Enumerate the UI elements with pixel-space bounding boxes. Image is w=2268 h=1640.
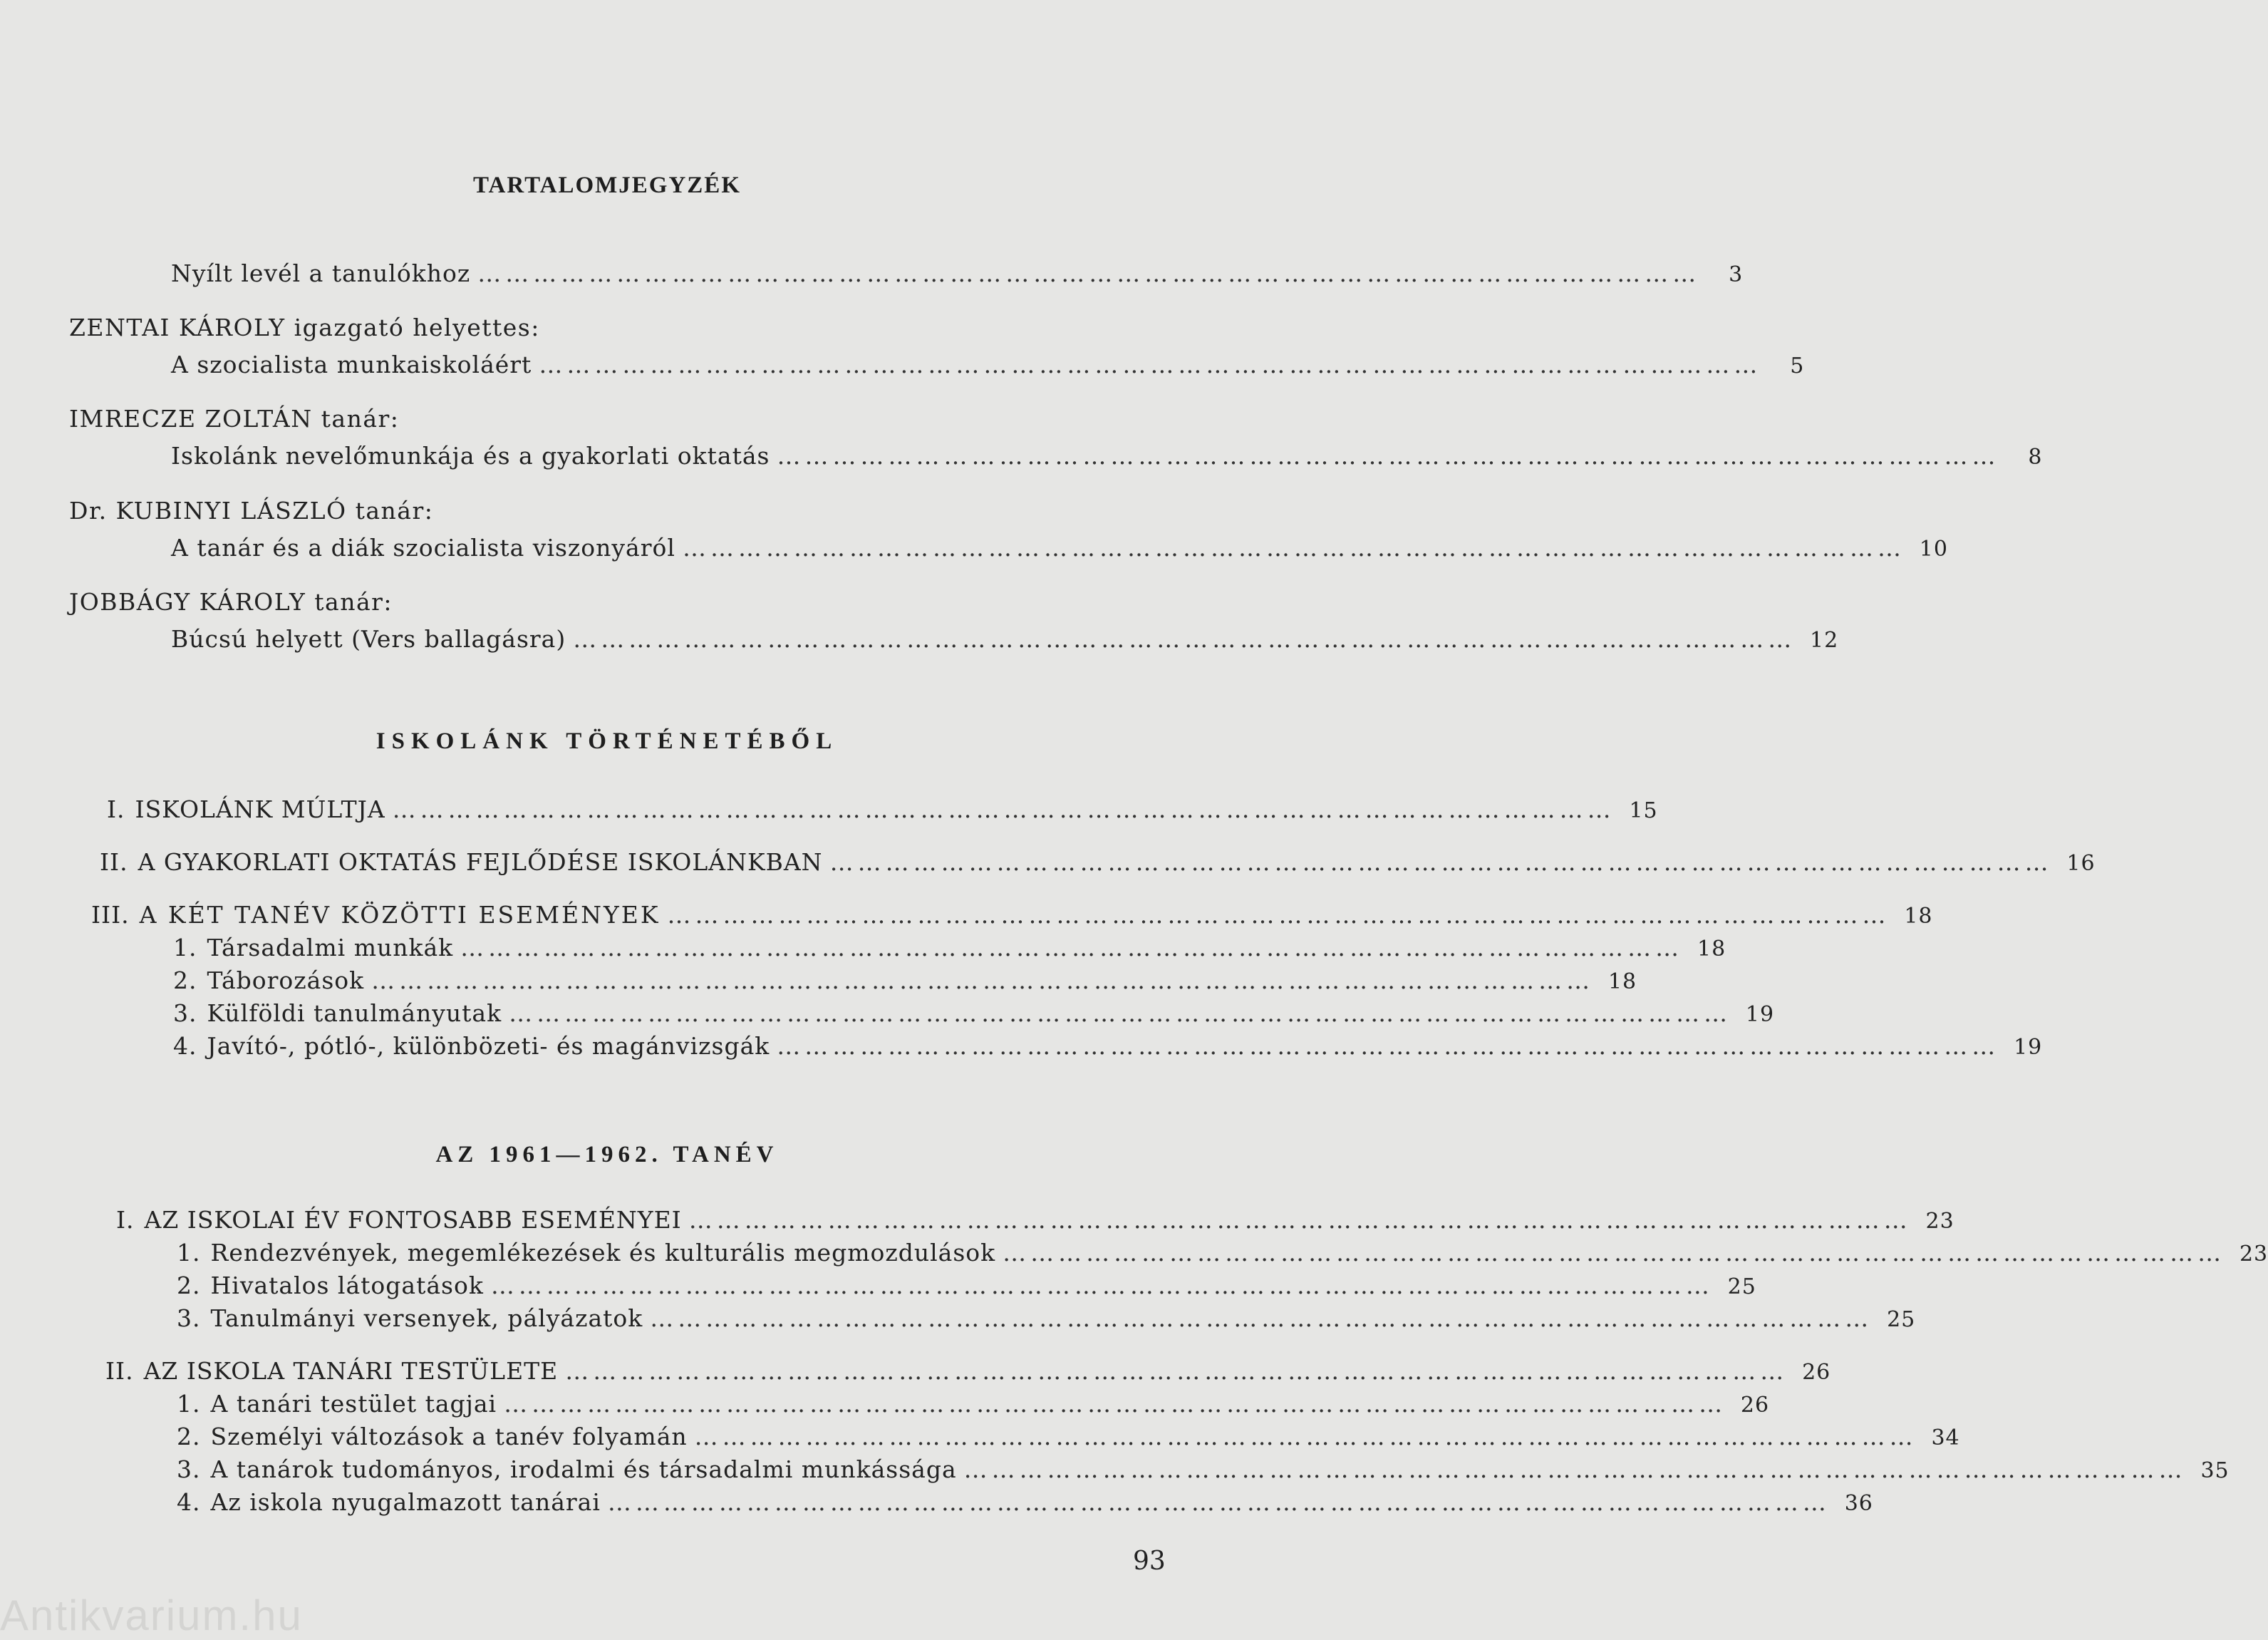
entry-page: 26 — [1802, 1360, 1831, 1385]
entry-title: Társadalmi munkák — [207, 934, 454, 961]
entry-title: Személyi változások a tanév folyamán — [210, 1423, 688, 1450]
entry-number: 3. — [173, 999, 197, 1027]
entry-page: 5 — [1790, 354, 1805, 378]
section-heading: ISKOLÁNK TÖRTÉNETÉBŐL — [376, 728, 839, 754]
leader-dots: …………………………………………………………………………………………………………………… — [688, 1206, 1912, 1234]
entry-title: Rendezvények, megemlékezések és kulturális megmozdulások — [210, 1239, 996, 1267]
entry-page: 19 — [1745, 1002, 1775, 1027]
toc-subentry — [177, 1423, 1960, 1450]
entry-title: Az iskola nyugalmazott tanárai — [210, 1488, 601, 1516]
entry-page: 25 — [1727, 1274, 1756, 1299]
page-number: 93 — [1133, 1547, 1166, 1576]
entry-number: 3. — [177, 1304, 201, 1332]
toc-subentry — [173, 934, 1726, 961]
toc-subentry — [177, 1488, 1873, 1516]
entry-title: Hivatalos látogatások — [210, 1272, 484, 1299]
leader-dots: …………………………………………………………………………………………………………………… — [392, 795, 1615, 823]
entry-number: 2. — [173, 966, 197, 994]
toc-entry — [107, 795, 1658, 823]
leader-dots: …………………………………………………………………………………………………………………… — [509, 999, 1732, 1027]
entry-page: 10 — [1919, 537, 1948, 562]
toc-subentry — [177, 1239, 2268, 1267]
leader-dots: …………………………………………………………………………………………………………………… — [694, 1423, 1917, 1450]
toc-subentry — [173, 999, 1775, 1027]
entry-title: A tanárok tudományos, irodalmi és társadalmi munkássága — [210, 1455, 957, 1483]
entry-title: A tanári testület tagjai — [210, 1390, 497, 1418]
entry-number: III. — [91, 901, 130, 929]
toc-subentry — [177, 1455, 2230, 1483]
toc-entry — [171, 625, 1839, 653]
toc-entry — [116, 1206, 1954, 1234]
entry-author: IMRECZE ZOLTÁN tanár: — [69, 405, 400, 433]
entry-title: AZ ISKOLA TANÁRI TESTÜLETE — [143, 1357, 559, 1385]
toc-entry — [91, 901, 1933, 929]
entry-title: Külföldi tanulmányutak — [207, 999, 502, 1027]
leader-dots: …………………………………………………………………………………………………………………… — [963, 1455, 2187, 1483]
entry-title: A tanár és a diák szocialista viszonyáról — [171, 534, 675, 562]
entry-page: 3 — [1729, 262, 1744, 287]
entry-page: 19 — [2014, 1035, 2043, 1060]
leader-dots: …………………………………………………………………………………………………………………… — [371, 966, 1595, 994]
entry-number: I. — [116, 1206, 135, 1234]
entry-number: II. — [105, 1357, 134, 1385]
entry-number: 3. — [177, 1455, 201, 1483]
entry-page: 34 — [1931, 1425, 1960, 1450]
entry-page: 18 — [1607, 969, 1637, 994]
entry-author: ZENTAI KÁROLY igazgató helyettes: — [69, 314, 540, 341]
leader-dots: …………………………………………………………………………………………………………………… — [490, 1272, 1714, 1299]
toc-entry — [171, 534, 1948, 562]
leader-dots: …………………………………………………………………………………………………………………… — [682, 534, 1905, 562]
entry-title: A KÉT TANÉV KÖZÖTTI ESEMÉNYEK — [139, 901, 661, 929]
entry-title: Nyílt levél a tanulókhoz — [171, 259, 471, 287]
section-heading: AZ 1961—1962. TANÉV — [435, 1142, 779, 1167]
entry-page: 18 — [1697, 937, 1726, 961]
leader-dots: …………………………………………………………………………………………………………………… — [1003, 1239, 2226, 1267]
toc-subentry — [177, 1390, 1770, 1418]
entry-title: A GYAKORLATI OKTATÁS FEJLŐDÉSE ISKOLÁNKBAN — [138, 848, 823, 876]
entry-page: 15 — [1629, 798, 1658, 823]
toc-entry — [105, 1357, 1831, 1385]
toc-subentry — [173, 1032, 2043, 1060]
entry-number: 2. — [177, 1272, 201, 1299]
toc-entry — [171, 442, 2043, 470]
leader-dots: …………………………………………………………………………………………………………………… — [650, 1304, 1873, 1332]
leader-dots: …………………………………………………………………………………………………………………… — [777, 1032, 2000, 1060]
leader-dots: …………………………………………………………………………………………………………………… — [477, 259, 1701, 287]
entry-page: 35 — [2200, 1458, 2230, 1483]
entry-number: II. — [100, 848, 128, 876]
leader-dots: …………………………………………………………………………………………………………………… — [573, 625, 1796, 653]
toc-subentry — [177, 1304, 1916, 1332]
entry-page: 8 — [2028, 445, 2043, 470]
entry-number: 1. — [177, 1390, 201, 1418]
entry-number: 1. — [173, 934, 197, 961]
entry-page: 25 — [1887, 1307, 1916, 1332]
leader-dots: …………………………………………………………………………………………………………………… — [667, 901, 1890, 929]
toc-entry — [171, 259, 1744, 287]
leader-dots: …………………………………………………………………………………………………………………… — [565, 1357, 1788, 1385]
watermark: Antikvarium.hu — [0, 1592, 303, 1639]
entry-author: JOBBÁGY KÁROLY tanár: — [69, 588, 393, 616]
entry-title: Búcsú helyett (Vers ballagásra) — [171, 625, 566, 653]
leader-dots: …………………………………………………………………………………………………………………… — [539, 351, 1762, 378]
entry-title: ISKOLÁNK MÚLTJA — [135, 795, 385, 823]
toc-entry — [171, 351, 1805, 378]
leader-dots: …………………………………………………………………………………………………………………… — [460, 934, 1684, 961]
toc-entry — [100, 848, 2096, 876]
entry-author: Dr. KUBINYI LÁSZLÓ tanár: — [69, 497, 434, 525]
entry-title: A szocialista munkaiskoláért — [171, 351, 532, 378]
toc-subentry — [177, 1272, 1756, 1299]
entry-page: 26 — [1740, 1393, 1770, 1418]
toc-heading: TARTALOMJEGYZÉK — [473, 172, 741, 198]
entry-page: 36 — [1844, 1491, 1873, 1516]
entry-page: 16 — [2066, 851, 2096, 876]
leader-dots: …………………………………………………………………………………………………………………… — [829, 848, 2053, 876]
entry-page: 12 — [1810, 628, 1839, 653]
leader-dots: …………………………………………………………………………………………………………………… — [777, 442, 2000, 470]
entry-page: 23 — [1925, 1209, 1954, 1234]
entry-number: I. — [107, 795, 125, 823]
entry-page: 23 — [2239, 1242, 2268, 1267]
leader-dots: …………………………………………………………………………………………………………………… — [607, 1488, 1831, 1516]
entry-number: 4. — [173, 1032, 197, 1060]
leader-dots: …………………………………………………………………………………………………………………… — [504, 1390, 1727, 1418]
entry-title: Javító-, pótló-, különbözeti- és magánvizsgák — [207, 1032, 770, 1060]
entry-number: 2. — [177, 1423, 201, 1450]
entry-page: 18 — [1904, 904, 1933, 929]
entry-title: AZ ISKOLAI ÉV FONTOSABB ESEMÉNYEI — [144, 1206, 682, 1234]
entry-title: Táborozások — [207, 966, 365, 994]
entry-title: Iskolánk nevelőmunkája és a gyakorlati oktatás — [171, 442, 770, 470]
entry-title: Tanulmányi versenyek, pályázatok — [210, 1304, 643, 1332]
toc-subentry — [173, 966, 1637, 994]
entry-number: 4. — [177, 1488, 201, 1516]
entry-number: 1. — [177, 1239, 201, 1267]
